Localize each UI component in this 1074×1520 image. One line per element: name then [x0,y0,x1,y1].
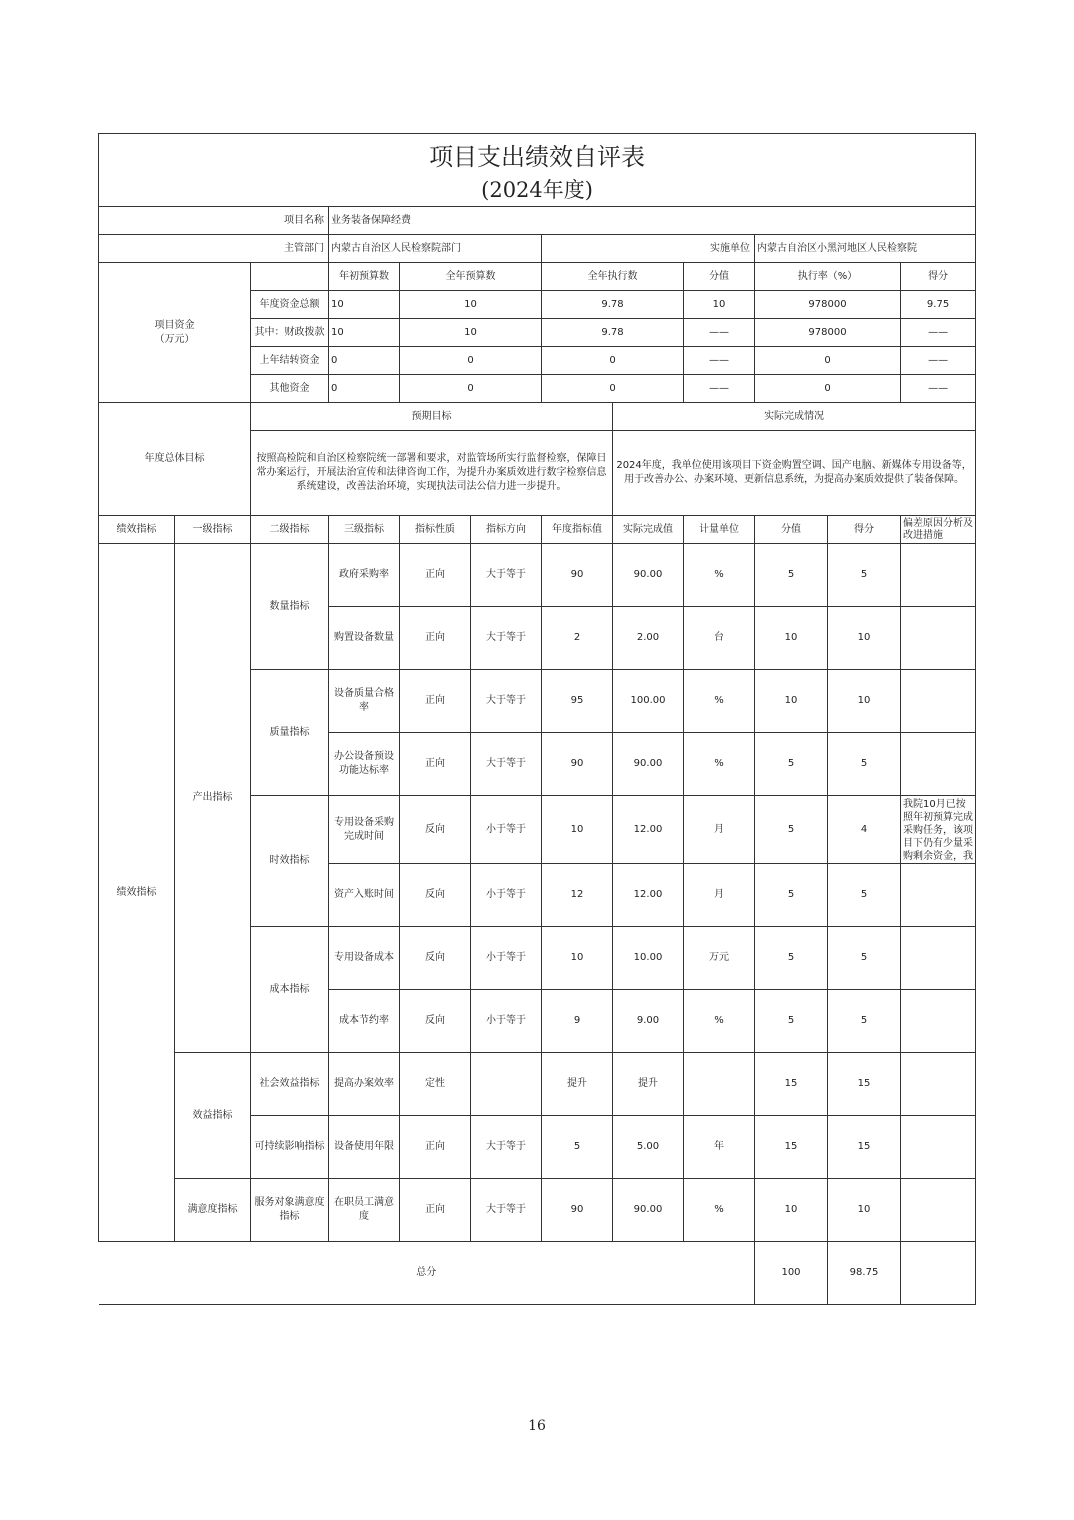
indicator-score: 5 [755,796,828,864]
indicator-target: 95 [542,670,613,733]
indicator-target: 90 [542,1179,613,1242]
indicator-got: 4 [828,796,901,864]
indicator-actual: 12.00 [613,796,684,864]
impl-label: 实施单位 [542,235,755,263]
total-got: 98.75 [828,1242,901,1305]
funds-cell: 9.75 [901,291,976,319]
indicator-actual: 90.00 [613,1179,684,1242]
indicator-got: 5 [828,544,901,607]
funds-header: 全年预算数 [400,263,542,291]
funds-cell: 978000 [755,319,901,347]
indicator-score: 5 [755,927,828,990]
indicator-name: 购置设备数量 [329,607,400,670]
goal-expected-header: 预期目标 [251,403,613,431]
funds-cell: 10 [684,291,755,319]
total-score: 100 [755,1242,828,1305]
indicator-actual: 90.00 [613,733,684,796]
total-label: 总分 [99,1242,755,1305]
indicator-header: 指标方向 [471,516,542,544]
funds-row-label: 其中：财政拨款 [251,319,329,347]
level2-social: 社会效益指标 [251,1053,329,1116]
indicator-unit: 万元 [684,927,755,990]
funds-cell: —— [901,347,976,375]
indicator-direction: 大于等于 [471,1116,542,1179]
indicator-actual: 9.00 [613,990,684,1053]
indicator-score: 10 [755,1179,828,1242]
indicator-name: 专用设备成本 [329,927,400,990]
funds-cell: —— [901,375,976,403]
indicator-unit: % [684,544,755,607]
indicator-unit: 台 [684,607,755,670]
indicator-got: 15 [828,1053,901,1116]
indicator-note [901,990,976,1053]
funds-cell: 10 [400,319,542,347]
indicator-score: 5 [755,544,828,607]
funds-header: 分值 [684,263,755,291]
funds-label: 项目资金 （万元） [99,263,251,403]
indicator-header: 得分 [828,516,901,544]
indicator-direction: 小于等于 [471,990,542,1053]
indicator-target: 10 [542,927,613,990]
impl-value: 内蒙古自治区小黑河地区人民检察院 [755,235,976,263]
page-number: 16 [528,1418,546,1434]
indicator-note [901,1116,976,1179]
indicator-got: 10 [828,670,901,733]
funds-header-blank [251,263,329,291]
indicator-name: 成本节约率 [329,990,400,1053]
indicator-header: 二级指标 [251,516,329,544]
funds-cell: 0 [329,347,400,375]
indicator-direction: 小于等于 [471,864,542,927]
funds-cell: —— [684,375,755,403]
level2-cost: 成本指标 [251,927,329,1053]
funds-cell: 0 [400,347,542,375]
indicator-score: 15 [755,1053,828,1116]
indicator-actual: 10.00 [613,927,684,990]
funds-header: 年初预算数 [329,263,400,291]
dept-label: 主管部门 [99,235,329,263]
indicator-target: 2 [542,607,613,670]
funds-header: 得分 [901,263,976,291]
indicator-nature: 反向 [400,990,471,1053]
evaluation-table [98,133,976,1305]
indicator-note [901,1053,976,1116]
funds-cell: —— [684,347,755,375]
indicator-direction: 小于等于 [471,796,542,864]
project-name-value: 业务装备保障经费 [329,207,976,235]
indicator-header: 计量单位 [684,516,755,544]
indicator-unit: 年 [684,1116,755,1179]
title-cell [99,134,976,207]
indicator-got: 10 [828,607,901,670]
indicator-note [901,1179,976,1242]
funds-cell: 9.78 [542,319,684,347]
dept-value: 内蒙古自治区人民检察院部门 [329,235,542,263]
funds-header: 全年执行数 [542,263,684,291]
page-subtitle: (2024年度) [481,178,593,202]
indicator-got: 5 [828,927,901,990]
indicator-target: 9 [542,990,613,1053]
goal-expected-text: 按照高检院和自治区检察院统一部署和要求，对监管场所实行监督检察，保障日常办案运行，开展法治宣传和法律咨询工作，为提升办案质效进行数字检察信息系统建设，改善法治环境，实现执法司法公信力进一步提升。 [251,431,613,516]
level1-benefit: 效益指标 [175,1053,251,1179]
indicator-nature: 反向 [400,927,471,990]
indicator-col1: 绩效指标 [99,544,175,1242]
performance-self-evaluation-sheet [98,133,975,1305]
goal-actual-header: 实际完成情况 [613,403,976,431]
indicator-note [901,733,976,796]
indicator-name: 设备使用年限 [329,1116,400,1179]
indicator-header: 三级指标 [329,516,400,544]
indicator-unit: 月 [684,864,755,927]
indicator-actual: 2.00 [613,607,684,670]
indicator-name: 提高办案效率 [329,1053,400,1116]
indicator-target: 90 [542,733,613,796]
indicator-direction: 小于等于 [471,927,542,990]
indicator-actual: 5.00 [613,1116,684,1179]
indicator-direction: 大于等于 [471,670,542,733]
goal-actual-text: 2024年度，我单位使用该项目下资金购置空调、国产电脑、新媒体专用设备等，用于改善办公、办案环境、更新信息系统，为提高办案质效提供了装备保障。 [613,431,976,516]
funds-cell: 0 [755,347,901,375]
page-title: 项目支出绩效自评表 [429,143,646,171]
indicator-header: 绩效指标 [99,516,175,544]
funds-cell: —— [901,319,976,347]
indicator-note: 我院10月已按照年初预算完成采购任务，该项目下仍有少量采购剩余资金，我 [901,796,976,864]
indicator-score: 10 [755,607,828,670]
indicator-actual: 100.00 [613,670,684,733]
indicator-actual: 90.00 [613,544,684,607]
indicator-score: 15 [755,1116,828,1179]
level2-sustain: 可持续影响指标 [251,1116,329,1179]
funds-cell: —— [684,319,755,347]
indicator-header: 指标性质 [400,516,471,544]
indicator-actual: 12.00 [613,864,684,927]
indicator-header: 分值 [755,516,828,544]
indicator-score: 5 [755,733,828,796]
indicator-target: 提升 [542,1053,613,1116]
level2-time: 时效指标 [251,796,329,927]
level2-quantity: 数量指标 [251,544,329,670]
indicator-note [901,607,976,670]
indicator-name: 办公设备预设功能达标率 [329,733,400,796]
project-name-label: 项目名称 [99,207,329,235]
indicator-header: 实际完成值 [613,516,684,544]
indicator-unit: % [684,670,755,733]
funds-cell: 0 [755,375,901,403]
funds-cell: 10 [329,291,400,319]
funds-row-label: 年度资金总额 [251,291,329,319]
funds-row-label: 上年结转资金 [251,347,329,375]
indicator-note [901,864,976,927]
indicator-got: 10 [828,1179,901,1242]
indicator-direction: 大于等于 [471,1179,542,1242]
indicator-direction: 大于等于 [471,607,542,670]
funds-cell: 0 [542,347,684,375]
indicator-nature: 反向 [400,864,471,927]
indicator-nature: 正向 [400,607,471,670]
level2-quality: 质量指标 [251,670,329,796]
indicator-nature: 正向 [400,1116,471,1179]
indicator-name: 专用设备采购完成时间 [329,796,400,864]
level1-satisfaction: 满意度指标 [175,1179,251,1242]
goal-label: 年度总体目标 [99,403,251,516]
indicator-score: 5 [755,990,828,1053]
funds-cell: 9.78 [542,291,684,319]
indicator-note [901,927,976,990]
indicator-got: 5 [828,864,901,927]
indicator-got: 15 [828,1116,901,1179]
indicator-got: 5 [828,990,901,1053]
funds-cell: 0 [329,375,400,403]
indicator-target: 5 [542,1116,613,1179]
indicator-name: 设备质量合格率 [329,670,400,733]
indicator-nature: 反向 [400,796,471,864]
indicator-unit: 月 [684,796,755,864]
funds-cell: 0 [400,375,542,403]
indicator-nature: 定性 [400,1053,471,1116]
indicator-target: 90 [542,544,613,607]
funds-header: 执行率（%） [755,263,901,291]
funds-cell: 0 [542,375,684,403]
indicator-score: 10 [755,670,828,733]
funds-cell: 10 [329,319,400,347]
indicator-unit: % [684,1179,755,1242]
indicator-name: 资产入账时间 [329,864,400,927]
funds-cell: 10 [400,291,542,319]
indicator-score: 5 [755,864,828,927]
indicator-name: 政府采购率 [329,544,400,607]
indicator-direction: 大于等于 [471,733,542,796]
indicator-note [901,544,976,607]
funds-row-label: 其他资金 [251,375,329,403]
indicator-nature: 正向 [400,733,471,796]
indicator-unit: % [684,990,755,1053]
indicator-unit [684,1053,755,1116]
indicator-actual: 提升 [613,1053,684,1116]
indicator-direction [471,1053,542,1116]
level2-service: 服务对象满意度指标 [251,1179,329,1242]
indicator-header: 年度指标值 [542,516,613,544]
total-note [901,1242,976,1305]
indicator-unit: % [684,733,755,796]
funds-cell: 978000 [755,291,901,319]
indicator-nature: 正向 [400,670,471,733]
indicator-note [901,670,976,733]
indicator-name: 在职员工满意度 [329,1179,400,1242]
indicator-nature: 正向 [400,1179,471,1242]
indicator-got: 5 [828,733,901,796]
indicator-header: 偏差原因分析及改进措施 [901,516,976,544]
indicator-direction: 大于等于 [471,544,542,607]
indicator-header: 一级指标 [175,516,251,544]
indicator-target: 10 [542,796,613,864]
level1-output: 产出指标 [175,544,251,1053]
indicator-target: 12 [542,864,613,927]
indicator-nature: 正向 [400,544,471,607]
